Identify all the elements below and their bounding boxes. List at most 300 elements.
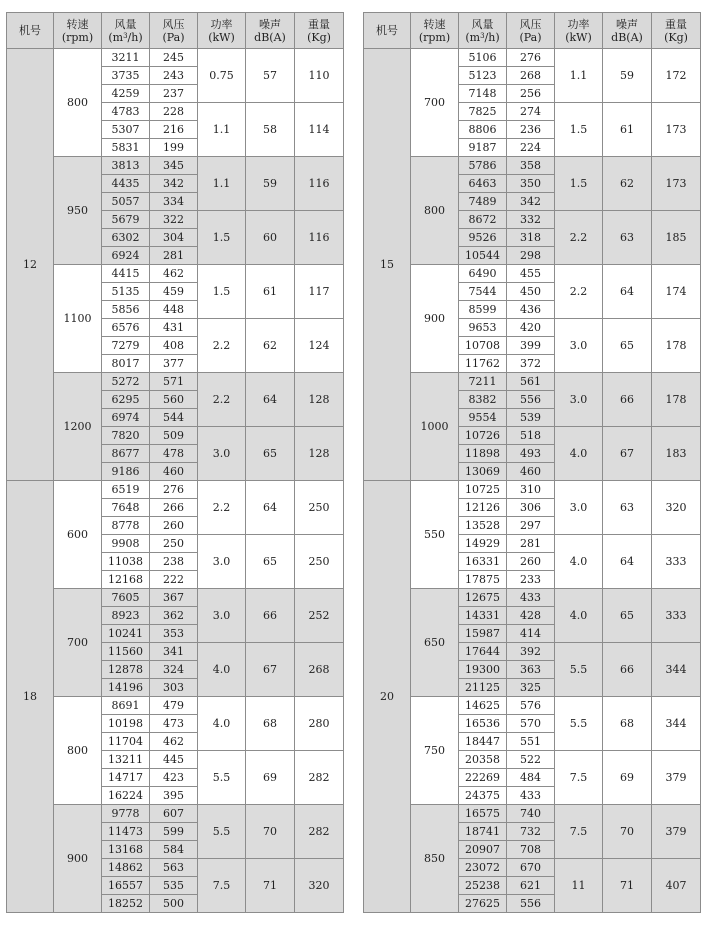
- pressure-cell: 310: [507, 481, 555, 499]
- table-row: [364, 697, 701, 715]
- pressure-cell: 450: [507, 283, 555, 301]
- pressure-cell: 350: [507, 175, 555, 193]
- airflow-cell: 5057: [102, 193, 150, 211]
- pressure-cell: 445: [150, 751, 198, 769]
- airflow-cell: 17875: [459, 571, 507, 589]
- weight-cell: 174: [652, 265, 701, 319]
- airflow-cell: 4259: [102, 85, 150, 103]
- pressure-cell: 325: [507, 679, 555, 697]
- weight-cell: 128: [295, 427, 344, 481]
- noise-cell: 62: [603, 157, 652, 211]
- pressure-cell: 462: [150, 265, 198, 283]
- airflow-cell: 15987: [459, 625, 507, 643]
- pressure-cell: 245: [150, 49, 198, 67]
- weight-cell: 117: [295, 265, 344, 319]
- table-row: [7, 589, 344, 607]
- airflow-cell: 8778: [102, 517, 150, 535]
- weight-cell: 185: [652, 211, 701, 265]
- pressure-cell: 423: [150, 769, 198, 787]
- speed-cell: 550: [411, 481, 459, 589]
- airflow-cell: 25238: [459, 877, 507, 895]
- noise-cell: 70: [603, 805, 652, 859]
- airflow-cell: 14717: [102, 769, 150, 787]
- header-text-line: (Pa): [162, 30, 185, 44]
- pressure-cell: 478: [150, 445, 198, 463]
- pressure-cell: 256: [507, 85, 555, 103]
- pressure-cell: 250: [150, 535, 198, 553]
- power-cell: 11: [555, 859, 603, 913]
- airflow-cell: 20358: [459, 751, 507, 769]
- pressure-cell: 199: [150, 139, 198, 157]
- weight-cell: 178: [652, 373, 701, 427]
- airflow-cell: 12126: [459, 499, 507, 517]
- noise-cell: 67: [603, 427, 652, 481]
- weight-cell: 173: [652, 157, 701, 211]
- airflow-cell: 9187: [459, 139, 507, 157]
- pressure-cell: 243: [150, 67, 198, 85]
- airflow-cell: 14331: [459, 607, 507, 625]
- header-airflow: [459, 13, 507, 49]
- airflow-cell: 7279: [102, 337, 150, 355]
- pressure-cell: 500: [150, 895, 198, 913]
- airflow-cell: 11038: [102, 553, 150, 571]
- airflow-cell: 16575: [459, 805, 507, 823]
- weight-cell: 252: [295, 589, 344, 643]
- table-row: [7, 49, 344, 67]
- pressure-cell: 276: [507, 49, 555, 67]
- spec-table-right: [363, 12, 701, 913]
- power-cell: 7.5: [555, 751, 603, 805]
- pressure-cell: 304: [150, 229, 198, 247]
- power-cell: 4.0: [555, 589, 603, 643]
- noise-cell: 69: [603, 751, 652, 805]
- speed-cell: 750: [411, 697, 459, 805]
- header-text-line: (Kg): [664, 30, 688, 44]
- pressure-cell: 238: [150, 553, 198, 571]
- power-cell: 0.75: [198, 49, 246, 103]
- airflow-cell: 5786: [459, 157, 507, 175]
- pressure-cell: 399: [507, 337, 555, 355]
- airflow-cell: 8599: [459, 301, 507, 319]
- airflow-cell: 11704: [102, 733, 150, 751]
- header-text-line: 转速: [66, 17, 89, 31]
- pressure-cell: 420: [507, 319, 555, 337]
- airflow-cell: 11560: [102, 643, 150, 661]
- pressure-cell: 324: [150, 661, 198, 679]
- power-cell: 2.2: [198, 373, 246, 427]
- airflow-cell: 5679: [102, 211, 150, 229]
- pressure-cell: 237: [150, 85, 198, 103]
- airflow-cell: 7820: [102, 427, 150, 445]
- power-cell: 5.5: [198, 751, 246, 805]
- pressure-cell: 276: [150, 481, 198, 499]
- header-noise: [246, 13, 295, 49]
- pressure-cell: 334: [150, 193, 198, 211]
- airflow-cell: 11762: [459, 355, 507, 373]
- table-row: [364, 589, 701, 607]
- noise-cell: 71: [603, 859, 652, 913]
- table-row: [364, 157, 701, 175]
- power-cell: 1.1: [198, 103, 246, 157]
- superscript: 3: [123, 31, 128, 40]
- airflow-cell: 18447: [459, 733, 507, 751]
- power-cell: 4.0: [555, 427, 603, 481]
- pressure-cell: 576: [507, 697, 555, 715]
- pressure-cell: 518: [507, 427, 555, 445]
- weight-cell: 114: [295, 103, 344, 157]
- airflow-cell: 10198: [102, 715, 150, 733]
- airflow-cell: 6924: [102, 247, 150, 265]
- airflow-cell: 6490: [459, 265, 507, 283]
- pressure-cell: 584: [150, 841, 198, 859]
- airflow-cell: 7489: [459, 193, 507, 211]
- table-row: [7, 697, 344, 715]
- pressure-cell: 358: [507, 157, 555, 175]
- pressure-cell: 560: [150, 391, 198, 409]
- airflow-cell: 7211: [459, 373, 507, 391]
- airflow-cell: 24375: [459, 787, 507, 805]
- pressure-cell: 353: [150, 625, 198, 643]
- noise-cell: 65: [603, 319, 652, 373]
- noise-cell: 59: [246, 157, 295, 211]
- airflow-cell: 12675: [459, 589, 507, 607]
- airflow-cell: 7648: [102, 499, 150, 517]
- pressure-cell: 455: [507, 265, 555, 283]
- model-number-cell: 18: [7, 481, 54, 913]
- pressure-cell: 448: [150, 301, 198, 319]
- power-cell: 3.0: [555, 373, 603, 427]
- header-text-line: 噪声: [616, 17, 638, 31]
- pressure-cell: 345: [150, 157, 198, 175]
- header-speed: [411, 13, 459, 49]
- pressure-cell: 408: [150, 337, 198, 355]
- header-pressure: [150, 13, 198, 49]
- airflow-cell: 14625: [459, 697, 507, 715]
- airflow-cell: 14862: [102, 859, 150, 877]
- noise-cell: 58: [246, 103, 295, 157]
- pressure-cell: 363: [507, 661, 555, 679]
- pressure-cell: 433: [507, 787, 555, 805]
- header-speed: [54, 13, 102, 49]
- airflow-cell: 23072: [459, 859, 507, 877]
- pressure-cell: 460: [507, 463, 555, 481]
- power-cell: 2.2: [555, 265, 603, 319]
- weight-cell: 379: [652, 805, 701, 859]
- airflow-cell: 16224: [102, 787, 150, 805]
- power-cell: 3.0: [555, 481, 603, 535]
- pressure-cell: 459: [150, 283, 198, 301]
- header-text-line: (Pa): [519, 30, 542, 44]
- pressure-cell: 297: [507, 517, 555, 535]
- table-row: [7, 481, 344, 499]
- table-row: [364, 481, 701, 499]
- pressure-cell: 318: [507, 229, 555, 247]
- airflow-cell: 13069: [459, 463, 507, 481]
- noise-cell: 61: [603, 103, 652, 157]
- airflow-cell: 21125: [459, 679, 507, 697]
- pressure-cell: 473: [150, 715, 198, 733]
- airflow-cell: 9186: [102, 463, 150, 481]
- airflow-cell: 19300: [459, 661, 507, 679]
- header-text-line: dB(A): [254, 30, 286, 44]
- pressure-cell: 216: [150, 121, 198, 139]
- weight-cell: 282: [295, 751, 344, 805]
- power-cell: 1.5: [555, 103, 603, 157]
- airflow-cell: 13211: [102, 751, 150, 769]
- table-row: [7, 805, 344, 823]
- header-text-line: 噪声: [259, 17, 281, 31]
- power-cell: 1.5: [555, 157, 603, 211]
- speed-cell: 900: [54, 805, 102, 913]
- pressure-cell: 462: [150, 733, 198, 751]
- airflow-cell: 11898: [459, 445, 507, 463]
- pressure-cell: 539: [507, 409, 555, 427]
- table-row: [7, 373, 344, 391]
- weight-cell: 110: [295, 49, 344, 103]
- weight-cell: 280: [295, 697, 344, 751]
- table-row: [364, 373, 701, 391]
- weight-cell: 379: [652, 751, 701, 805]
- power-cell: 3.0: [198, 427, 246, 481]
- airflow-cell: 12168: [102, 571, 150, 589]
- airflow-cell: 9778: [102, 805, 150, 823]
- table-body: [364, 49, 701, 913]
- pressure-cell: 372: [507, 355, 555, 373]
- pressure-cell: 607: [150, 805, 198, 823]
- pressure-cell: 260: [507, 553, 555, 571]
- pressure-cell: 460: [150, 463, 198, 481]
- weight-cell: 320: [652, 481, 701, 535]
- speed-cell: 900: [411, 265, 459, 373]
- pressure-cell: 306: [507, 499, 555, 517]
- pressure-cell: 708: [507, 841, 555, 859]
- speed-cell: 650: [411, 589, 459, 697]
- airflow-cell: 13528: [459, 517, 507, 535]
- table-row: [364, 49, 701, 67]
- airflow-cell: 9526: [459, 229, 507, 247]
- speed-cell: 700: [54, 589, 102, 697]
- airflow-cell: 14196: [102, 679, 150, 697]
- noise-cell: 69: [246, 751, 295, 805]
- airflow-cell: 6463: [459, 175, 507, 193]
- pressure-cell: 732: [507, 823, 555, 841]
- pressure-cell: 342: [507, 193, 555, 211]
- header-text-line: 重量: [665, 17, 687, 31]
- pressure-cell: 332: [507, 211, 555, 229]
- pressure-cell: 431: [150, 319, 198, 337]
- header-text-line: 风压: [519, 17, 542, 31]
- pressure-cell: 395: [150, 787, 198, 805]
- model-number-cell: 12: [7, 49, 54, 481]
- airflow-cell: 8806: [459, 121, 507, 139]
- noise-cell: 57: [246, 49, 295, 103]
- airflow-cell: 16557: [102, 877, 150, 895]
- pressure-cell: 479: [150, 697, 198, 715]
- noise-cell: 59: [603, 49, 652, 103]
- pressure-cell: 322: [150, 211, 198, 229]
- noise-cell: 63: [603, 481, 652, 535]
- pressure-cell: 544: [150, 409, 198, 427]
- table-row: [7, 265, 344, 283]
- airflow-cell: 5856: [102, 301, 150, 319]
- airflow-cell: 9653: [459, 319, 507, 337]
- power-cell: 3.0: [555, 319, 603, 373]
- airflow-cell: 18252: [102, 895, 150, 913]
- header-pressure: [507, 13, 555, 49]
- noise-cell: 61: [246, 265, 295, 319]
- pressure-cell: 377: [150, 355, 198, 373]
- pressure-cell: 484: [507, 769, 555, 787]
- power-cell: 7.5: [555, 805, 603, 859]
- noise-cell: 64: [603, 535, 652, 589]
- pressure-cell: 392: [507, 643, 555, 661]
- power-cell: 1.5: [198, 211, 246, 265]
- pressure-cell: 436: [507, 301, 555, 319]
- noise-cell: 67: [246, 643, 295, 697]
- model-number-cell: 15: [364, 49, 411, 481]
- pressure-cell: 571: [150, 373, 198, 391]
- airflow-cell: 4435: [102, 175, 150, 193]
- power-cell: 5.5: [555, 643, 603, 697]
- superscript: 3: [480, 31, 485, 40]
- noise-cell: 66: [246, 589, 295, 643]
- speed-cell: 800: [54, 697, 102, 805]
- airflow-cell: 5123: [459, 67, 507, 85]
- header-text-line: dB(A): [611, 30, 643, 44]
- pressure-cell: 740: [507, 805, 555, 823]
- airflow-cell: 22269: [459, 769, 507, 787]
- noise-cell: 66: [603, 373, 652, 427]
- airflow-cell: 4783: [102, 103, 150, 121]
- pressure-cell: 274: [507, 103, 555, 121]
- pressure-cell: 362: [150, 607, 198, 625]
- speed-cell: 1000: [411, 373, 459, 481]
- airflow-cell: 16331: [459, 553, 507, 571]
- pressure-cell: 535: [150, 877, 198, 895]
- pressure-cell: 493: [507, 445, 555, 463]
- power-cell: 5.5: [198, 805, 246, 859]
- airflow-cell: 3813: [102, 157, 150, 175]
- header-text-line: 风量: [471, 17, 494, 31]
- pressure-cell: 224: [507, 139, 555, 157]
- pressure-cell: 303: [150, 679, 198, 697]
- airflow-cell: 16536: [459, 715, 507, 733]
- airflow-cell: 8017: [102, 355, 150, 373]
- pressure-cell: 414: [507, 625, 555, 643]
- noise-cell: 66: [603, 643, 652, 697]
- power-cell: 2.2: [198, 319, 246, 373]
- airflow-cell: 7825: [459, 103, 507, 121]
- airflow-cell: 6302: [102, 229, 150, 247]
- weight-cell: 268: [295, 643, 344, 697]
- airflow-cell: 17644: [459, 643, 507, 661]
- model-number-cell: 20: [364, 481, 411, 913]
- power-cell: 2.2: [555, 211, 603, 265]
- table-row: [364, 265, 701, 283]
- power-cell: 1.1: [198, 157, 246, 211]
- pressure-cell: 298: [507, 247, 555, 265]
- pressure-cell: 563: [150, 859, 198, 877]
- weight-cell: 250: [295, 481, 344, 535]
- airflow-cell: 5307: [102, 121, 150, 139]
- airflow-cell: 7605: [102, 589, 150, 607]
- speed-cell: 800: [54, 49, 102, 157]
- pressure-cell: 433: [507, 589, 555, 607]
- pressure-cell: 556: [507, 391, 555, 409]
- pressure-cell: 236: [507, 121, 555, 139]
- noise-cell: 71: [246, 859, 295, 913]
- pressure-cell: 556: [507, 895, 555, 913]
- pressure-cell: 428: [507, 607, 555, 625]
- speed-cell: 1100: [54, 265, 102, 373]
- noise-cell: 64: [246, 373, 295, 427]
- airflow-cell: 7544: [459, 283, 507, 301]
- weight-cell: 172: [652, 49, 701, 103]
- weight-cell: 124: [295, 319, 344, 373]
- airflow-cell: 5272: [102, 373, 150, 391]
- pressure-cell: 509: [150, 427, 198, 445]
- pressure-cell: 551: [507, 733, 555, 751]
- airflow-cell: 8677: [102, 445, 150, 463]
- noise-cell: 63: [603, 211, 652, 265]
- weight-cell: 333: [652, 535, 701, 589]
- power-cell: 5.5: [555, 697, 603, 751]
- header-text-line: 风量: [114, 17, 137, 31]
- airflow-cell: 8382: [459, 391, 507, 409]
- header-text-line: $(m^3/h)$: [108, 30, 143, 44]
- speed-cell: 850: [411, 805, 459, 913]
- weight-cell: 116: [295, 211, 344, 265]
- airflow-cell: 6974: [102, 409, 150, 427]
- header-row: [7, 13, 344, 49]
- airflow-cell: 9554: [459, 409, 507, 427]
- spec-table-left: [6, 12, 344, 913]
- noise-cell: 64: [246, 481, 295, 535]
- pressure-cell: 621: [507, 877, 555, 895]
- header-weight: [652, 13, 701, 49]
- pressure-cell: 260: [150, 517, 198, 535]
- airflow-cell: 27625: [459, 895, 507, 913]
- header-text-line: (kW): [565, 30, 592, 44]
- header-text-line: (kW): [208, 30, 235, 44]
- airflow-cell: 5135: [102, 283, 150, 301]
- noise-cell: 62: [246, 319, 295, 373]
- speed-cell: 800: [411, 157, 459, 265]
- airflow-cell: 3211: [102, 49, 150, 67]
- header-text-line: 功率: [210, 17, 233, 31]
- airflow-cell: 11473: [102, 823, 150, 841]
- airflow-cell: 10708: [459, 337, 507, 355]
- pressure-cell: 561: [507, 373, 555, 391]
- pressure-cell: 670: [507, 859, 555, 877]
- airflow-cell: 10544: [459, 247, 507, 265]
- airflow-cell: 13168: [102, 841, 150, 859]
- weight-cell: 250: [295, 535, 344, 589]
- pressure-cell: 268: [507, 67, 555, 85]
- header-text-line: (Kg): [307, 30, 331, 44]
- noise-cell: 70: [246, 805, 295, 859]
- power-cell: 4.0: [198, 643, 246, 697]
- header-text-line: (rpm): [418, 30, 451, 44]
- airflow-cell: 3735: [102, 67, 150, 85]
- power-cell: 3.0: [198, 535, 246, 589]
- weight-cell: 344: [652, 697, 701, 751]
- pressure-cell: 228: [150, 103, 198, 121]
- airflow-cell: 10726: [459, 427, 507, 445]
- header-weight: [295, 13, 344, 49]
- weight-cell: 178: [652, 319, 701, 373]
- power-cell: 1.1: [555, 49, 603, 103]
